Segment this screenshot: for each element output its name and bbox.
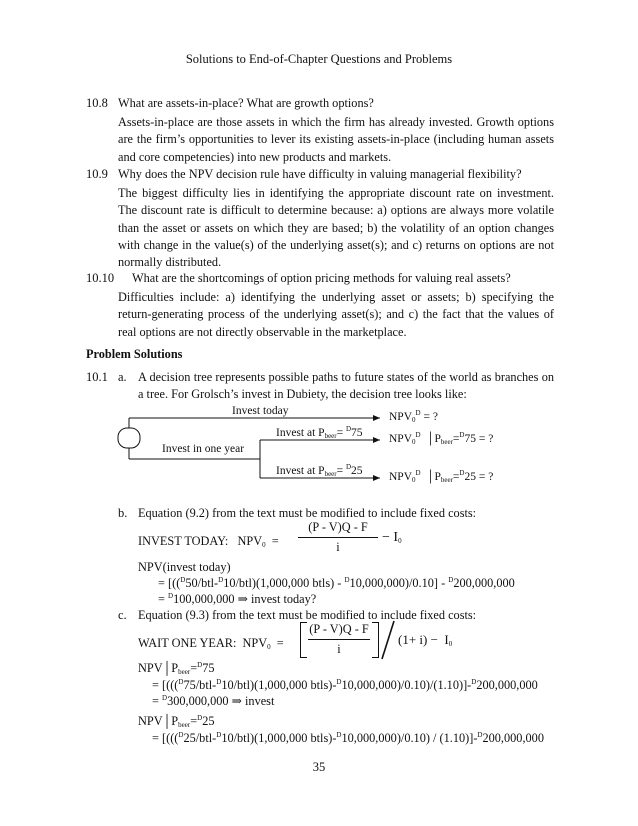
calc-line: = [((($^D$25/btl-$^D$10/btl)(1,000,000 btls)-$^D$10,000,000)/0.10) / (1.10)]-$^D$200,000,000 <box>152 731 544 745</box>
case-label: $NPV│P_{beer}=^D75$ <box>138 661 215 676</box>
answer-text: Assets-in-place are those assets in which the firm has already invested. Growth options are the firm’s opportunities to lever its existing assets-in-place (including human assets and core competencies) into new products and markets. <box>118 115 554 164</box>
item-text: A decision tree represents possible paths to future states of the world as branches on a tree. For Grolsch’s invest in Dubiety, the decision tree looks like: <box>138 370 554 402</box>
calc-line: = [((($^D$75/btl-$^D$10/btl)(1,000,000 btls)-$^D$10,000,000)/0.10)/(1.10)]-$^D$200,000,000 <box>152 678 538 692</box>
calc-line: = $^D$100,000,000 ⇒ invest today? <box>158 592 317 606</box>
question-text: What are assets-in-place? What are growth options? <box>118 96 374 110</box>
calc-label: NPV(invest today) <box>138 560 231 574</box>
question-text: What are the shortcomings of option pricing methods for valuing real assets? <box>132 271 511 285</box>
equation-wait-one-year: WAIT ONE YEAR: $NPV_0$ = <box>138 636 284 651</box>
decision-node <box>118 428 140 448</box>
invest-one-year-label <box>162 441 244 458</box>
question-text: Why does the NPV decision rule have difficulty in valuing managerial flexibility? <box>118 167 522 181</box>
equation-invest-today: INVEST TODAY: $NPV_0$ = <box>138 534 279 549</box>
problem-number: 10.1 <box>86 370 108 384</box>
equation-numerator: (P - V)Q - F <box>308 520 368 534</box>
bracket-right <box>372 622 379 658</box>
calc-line: = $^D$300,000,000 ⇒ invest <box>152 694 275 708</box>
answer-text: The biggest difficulty lies in identifying the appropriate discount rate on investment. The discount rate is difficult to determine because: a) options are always more volatile than the asset or assets on which they are based; b) the volatility of an option changes with change in the value(s) of the underlying asset(s); and c) returns on options are not normally distributed. <box>118 186 554 270</box>
npv-75-label: $NPV_0^D$ $│P_{beer}=^D75$ = ? <box>389 431 494 446</box>
invest-today-label: Invest today <box>232 405 289 417</box>
fraction-bar <box>298 537 378 538</box>
question-number: 10.10 <box>86 271 115 285</box>
equation-tail: $(1+ i) - I_0$ <box>398 632 453 648</box>
npv-today-label: $NPV_0^D$ = ? <box>389 409 438 424</box>
calc-line: = [(($^D$50/btl-$^D$10/btl)(1,000,000 btls) - $^D$10,000,000)/0.10] - $^D$200,000,000 <box>158 576 515 590</box>
fraction-bar <box>308 639 370 640</box>
equation-denominator: i <box>337 642 341 656</box>
item-label: b. <box>118 506 128 520</box>
branch-75-label: Invest at $P_{beer}= ^D75$ <box>276 425 363 440</box>
equation-tail: − $I_0$ <box>382 530 402 545</box>
item-label: a. <box>118 370 127 384</box>
invest-one-year-text: Invest in one year <box>162 443 245 455</box>
item-text: Equation (9.3) from the text must be modified to include fixed costs: <box>138 608 477 622</box>
npv-25-label: $NPV_0^D$ $│P_{beer}=^D25$ = ? <box>389 469 494 484</box>
page-header: Solutions to End-of-Chapter Questions and Problems <box>185 52 453 66</box>
equation-numerator: (P - V)Q - F <box>309 622 369 636</box>
item-text: Equation (9.2) from the text must be modified to include fixed costs: <box>138 506 477 520</box>
branch-25-label: Invest at $P_{beer}= ^D25$ <box>276 463 363 478</box>
equation-denominator: i <box>336 540 340 554</box>
page-number: 35 <box>312 760 326 774</box>
item-label: c. <box>118 608 127 622</box>
answer-text: Difficulties include: a) identifying the underlying asset or assets; b) specifying the return-generating process of the underlying asset(s); and c) the fact that the values of real options are not directly observable in the marketplace. <box>118 290 554 339</box>
question-number: 10.9 <box>86 167 108 181</box>
case-label: $NPV│P_{beer}=^D25$ <box>138 714 215 729</box>
section-title: Problem Solutions <box>86 347 183 361</box>
division-slash <box>380 620 396 660</box>
question-number: 10.8 <box>86 96 108 110</box>
